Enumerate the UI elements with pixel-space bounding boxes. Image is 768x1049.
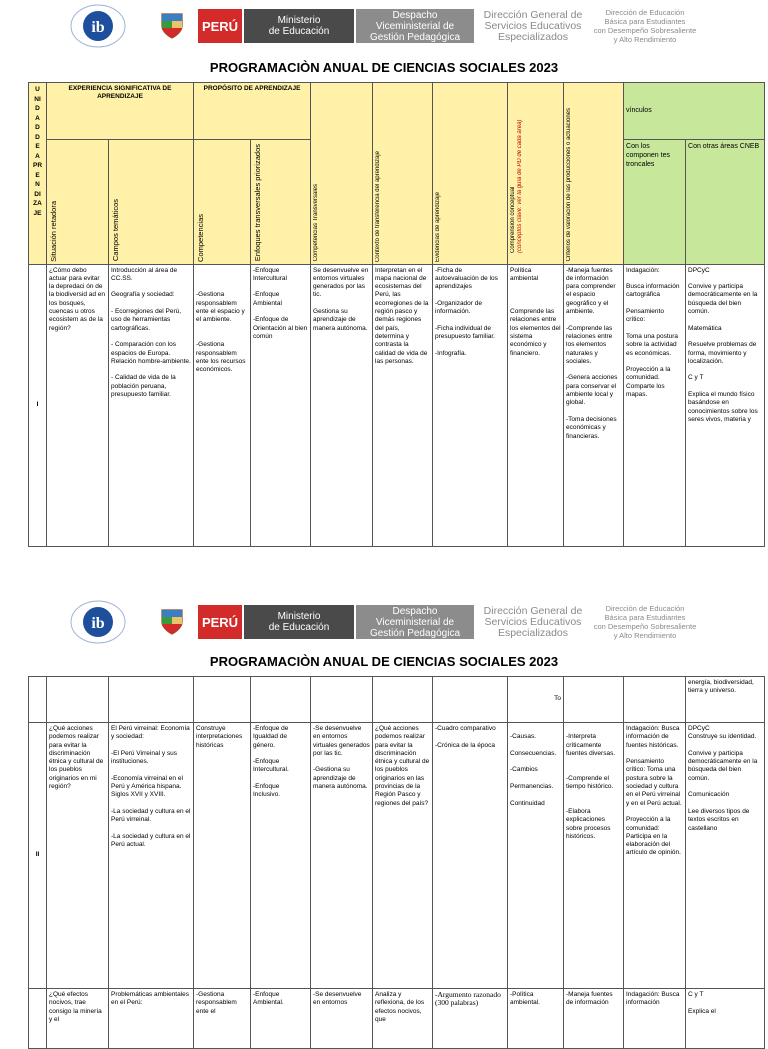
svg-text:ib: ib xyxy=(91,19,105,36)
page-title: PROGRAMACIÒN ANUAL DE CIENCIAS SOCIALES 2023 xyxy=(209,654,559,669)
unit-numeral: II xyxy=(29,723,47,989)
experiencia-header: EXPERIENCIA SIGNIFICATIVA DE APRENDIZAJE xyxy=(47,83,194,140)
competencias-cell: Construye interpretaciones históricas xyxy=(194,723,251,989)
direccion-basica-box: Dirección de Educación Básica para Estudiantes con Desempeño Sobresaliente y Alto Rendimiento xyxy=(590,9,700,43)
contexto-header xyxy=(373,83,433,265)
comp-transversales-cell: -Se desenvuelve en entornos xyxy=(311,989,373,1049)
componentes-cell: Indagación: Busca información cartográfica Pensamiento crítico: Toma una postura sobre la actividad es económicas. Proyección a la comunidad. Comparte los mapas. xyxy=(624,264,686,546)
componentes-cell: Indagación: Busca información de fuentes históricas. Pensamiento crítico: Toma una postura sobre la sociedad y cultura en el Perú virreinal y en el Perú actual. Proyección a la comunidad: Participa en la elaboración del artículo de opinión. xyxy=(624,723,686,989)
comp-transversales-header xyxy=(311,83,373,265)
campos-cell: Problemáticas ambientales en el Perú: xyxy=(109,989,194,1049)
page-title: PROGRAMACIÒN ANUAL DE CIENCIAS SOCIALES 2023 xyxy=(209,60,559,75)
competencias-cell: -Gestiona responsablem ente el xyxy=(194,989,251,1049)
table-row xyxy=(29,723,765,989)
unidad-header: U NI D A D D E A PR E N DI ZA JE xyxy=(29,83,47,265)
despacho-box: Despacho Viceministerial de Gestión Pedagógica xyxy=(356,9,474,43)
situacion-cell: ¿Cómo debo actuar para evitar la depredaci ón de la biodiversid ad en los bosques, cuencas u otros ecosistem as de la región? xyxy=(47,264,109,546)
campos-cell: El Perú virreinal: Economía y sociedad: -El Perú Virreinal y sus instituciones. -Economía virreinal en el Perú y América hispana. Siglos XVII y XVIII. -La sociedad y cultura en el Perú virreinal. -La sociedad y cultura en el Perú actual. xyxy=(109,723,194,989)
evidencias-header xyxy=(433,83,508,265)
direccion-box: Dirección General de Servicios Educativos Especializados xyxy=(478,9,588,43)
empty-cell xyxy=(373,677,433,723)
otras-areas-header: Con otras áreas CNEB xyxy=(686,140,765,265)
empty-cell xyxy=(109,677,194,723)
contexto-label: Contexto de transferencia del aprendizaje xyxy=(375,150,382,262)
comprension-cell: -Política ambiental. xyxy=(508,989,564,1049)
otras-areas-cell: DPCyC Convive y participa democráticamente en la búsqueda del bien común. Matemática Resuelve problemas de forma, movimiento y localización. C y T Explica el mundo físico basándose en conocimientos sobre los seres vivos, materia y xyxy=(686,264,765,546)
comprension-note: (conceptos clave: ver la guía de PD de cada área) xyxy=(517,119,524,254)
comprension-cell: To xyxy=(508,677,564,723)
situacion-cell: ¿Qué efectos nocivos, trae consigo la minería y el xyxy=(47,989,109,1049)
comprension-header xyxy=(508,83,564,265)
ministerio-box: Ministerio de Educación xyxy=(244,9,354,43)
peru-label: PERÚ xyxy=(198,605,242,639)
vinculos-header: vínculos xyxy=(624,83,765,140)
table-row xyxy=(29,677,765,723)
enfoques-cell: -Enfoque de Igualdad de género. -Enfoque Intercultural. -Enfoque Inclusivo. xyxy=(251,723,311,989)
enfoques-label: Enfoques transversales priorizados xyxy=(253,144,262,262)
enfoques-cell: -Enfoque Intercultural -Enfoque Ambiental -Enfoque de Orientación al bien común xyxy=(251,264,311,546)
situacion-header xyxy=(47,140,109,265)
comp-transversales-cell: -Se desenvuelve en entornos virtuales generados por las tic. -Gestiona su aprendizaje de manera autónoma. xyxy=(311,723,373,989)
comp-transversales-cell: Se desenvuelve en entornos virtuales generados por las tic. Gestiona su aprendizaje de manera autónoma. xyxy=(311,264,373,546)
otras-areas-cell: DPCyC Construye su identidad. Convive y participa democráticamente en la búsqueda del bien común. Comunicación Lee diversos tipos de textos escritos en castellano xyxy=(686,723,765,989)
componentes-header: Con los componen tes troncales xyxy=(624,140,686,265)
componentes-cell: Indagación: Busca información xyxy=(624,989,686,1049)
programacion-table-continued xyxy=(28,676,765,1049)
programacion-table xyxy=(28,82,765,547)
empty-cell xyxy=(311,677,373,723)
campos-label: Campos temáticos xyxy=(111,199,120,262)
otras-areas-cell: energía, biodiversidad, tierra y universo. xyxy=(686,677,765,723)
direccion-box: Dirección General de Servicios Educativos Especializados xyxy=(478,605,588,639)
table-row xyxy=(29,264,765,546)
empty-cell xyxy=(251,677,311,723)
evidencias-cell: -Ficha de autoevaluación de los aprendizajes -Organizador de información. -Ficha individual de presupuesto familiar. -Infografía. xyxy=(433,264,508,546)
peru-shield-icon xyxy=(160,12,184,40)
empty-cell xyxy=(624,677,686,723)
enfoques-header xyxy=(251,140,311,265)
competencias-cell: -Gestiona responsablem ente el espacio y el ambiente. -Gestiona responsablem ente los recursos económicos. xyxy=(194,264,251,546)
contexto-cell: Interpretan en el mapa nacional de ecosistemas del Perú, las ecorregiones de la región pasco y demás regiones del país, determina y contrasta la calidad de vida de las personas. xyxy=(373,264,433,546)
situacion-label: Situación retadora xyxy=(49,200,58,262)
empty-cell xyxy=(564,677,624,723)
table-row xyxy=(29,989,765,1049)
ib-logo-icon xyxy=(70,600,126,644)
page-header xyxy=(0,0,768,50)
enfoques-cell: -Enfoque Ambiental. xyxy=(251,989,311,1049)
competencias-label: Competencias xyxy=(196,213,205,262)
criterios-cell: -Maneja fuentes de información xyxy=(564,989,624,1049)
empty-cell xyxy=(29,677,47,723)
unit-numeral: I xyxy=(29,264,47,546)
unit-numeral xyxy=(29,989,47,1049)
otras-areas-cell: C y T Explica el xyxy=(686,989,765,1049)
empty-cell xyxy=(47,677,109,723)
criterios-header xyxy=(564,83,624,265)
svg-text:ib: ib xyxy=(91,615,105,632)
criterios-cell: -Interpreta críticamente fuentes diversas. -Comprende el tiempo histórico. -Elabora explicaciones sobre procesos históricos. xyxy=(564,723,624,989)
despacho-box: Despacho Viceministerial de Gestión Pedagógica xyxy=(356,605,474,639)
situacion-cell: ¿Qué acciones podemos realizar para evitar la discriminación étnica y cultural de los pueblos originarios en mi región? xyxy=(47,723,109,989)
evidencias-cell: -Cuadro comparativo -Crónica de la época xyxy=(433,723,508,989)
ib-logo-icon xyxy=(70,4,126,48)
campos-header xyxy=(109,140,194,265)
proposito-header: PROPÓSITO DE APRENDIZAJE xyxy=(194,83,311,140)
empty-cell xyxy=(433,677,508,723)
contexto-cell: ¿Qué acciones podemos realizar para evitar la discriminación étnica y cultural de los pueblos originarios en las provincias de la Región Pasco y regiones del país? xyxy=(373,723,433,989)
comp-transversales-label: Competencias Transversales xyxy=(313,184,320,262)
criterios-label: Criterios de valoración de las producciones o actuaciones xyxy=(566,108,573,262)
peru-label: PERÚ xyxy=(198,9,242,43)
comprension-cell: Política ambiental Comprende las relaciones entre los elementos del sistema económico y financiero. xyxy=(508,264,564,546)
criterios-cell: -Maneja fuentes de información para comprender el espacio geográfico y el ambiente. -Comprende las relaciones entre los elementos naturales y sociales. -Genera acciones para conservar el ambiente local y global. -Toma decisiones económicas y financieras. xyxy=(564,264,624,546)
comprension-label: Comprensión conceptual xyxy=(510,186,517,254)
peru-shield-icon xyxy=(160,608,184,636)
evidencias-cell: -Argumento razonado (300 palabras) xyxy=(433,989,508,1049)
ministerio-box: Ministerio de Educación xyxy=(244,605,354,639)
direccion-basica-box: Dirección de Educación Básica para Estudiantes con Desempeño Sobresaliente y Alto Rendimiento xyxy=(590,605,700,639)
contexto-cell: Analiza y reflexiona, de los efectos nocivos, que xyxy=(373,989,433,1049)
campos-cell: Introducción al área de CC.SS. Geografía y sociedad: - Ecorregiones del Perú, uso de herramientas cartográficas. - Comparación con los espacios de Europa. Relación hombre-ambiente. - Calidad de vida de la población peruana, presupuesto familiar. xyxy=(109,264,194,546)
competencias-header xyxy=(194,140,251,265)
page-header xyxy=(0,596,768,646)
evidencias-label: Evidencias de aprendizaje xyxy=(435,191,442,262)
comprension-cell: -Causas. Consecuencias. -Cambios Permanencias. Continuidad xyxy=(508,723,564,989)
empty-cell xyxy=(194,677,251,723)
